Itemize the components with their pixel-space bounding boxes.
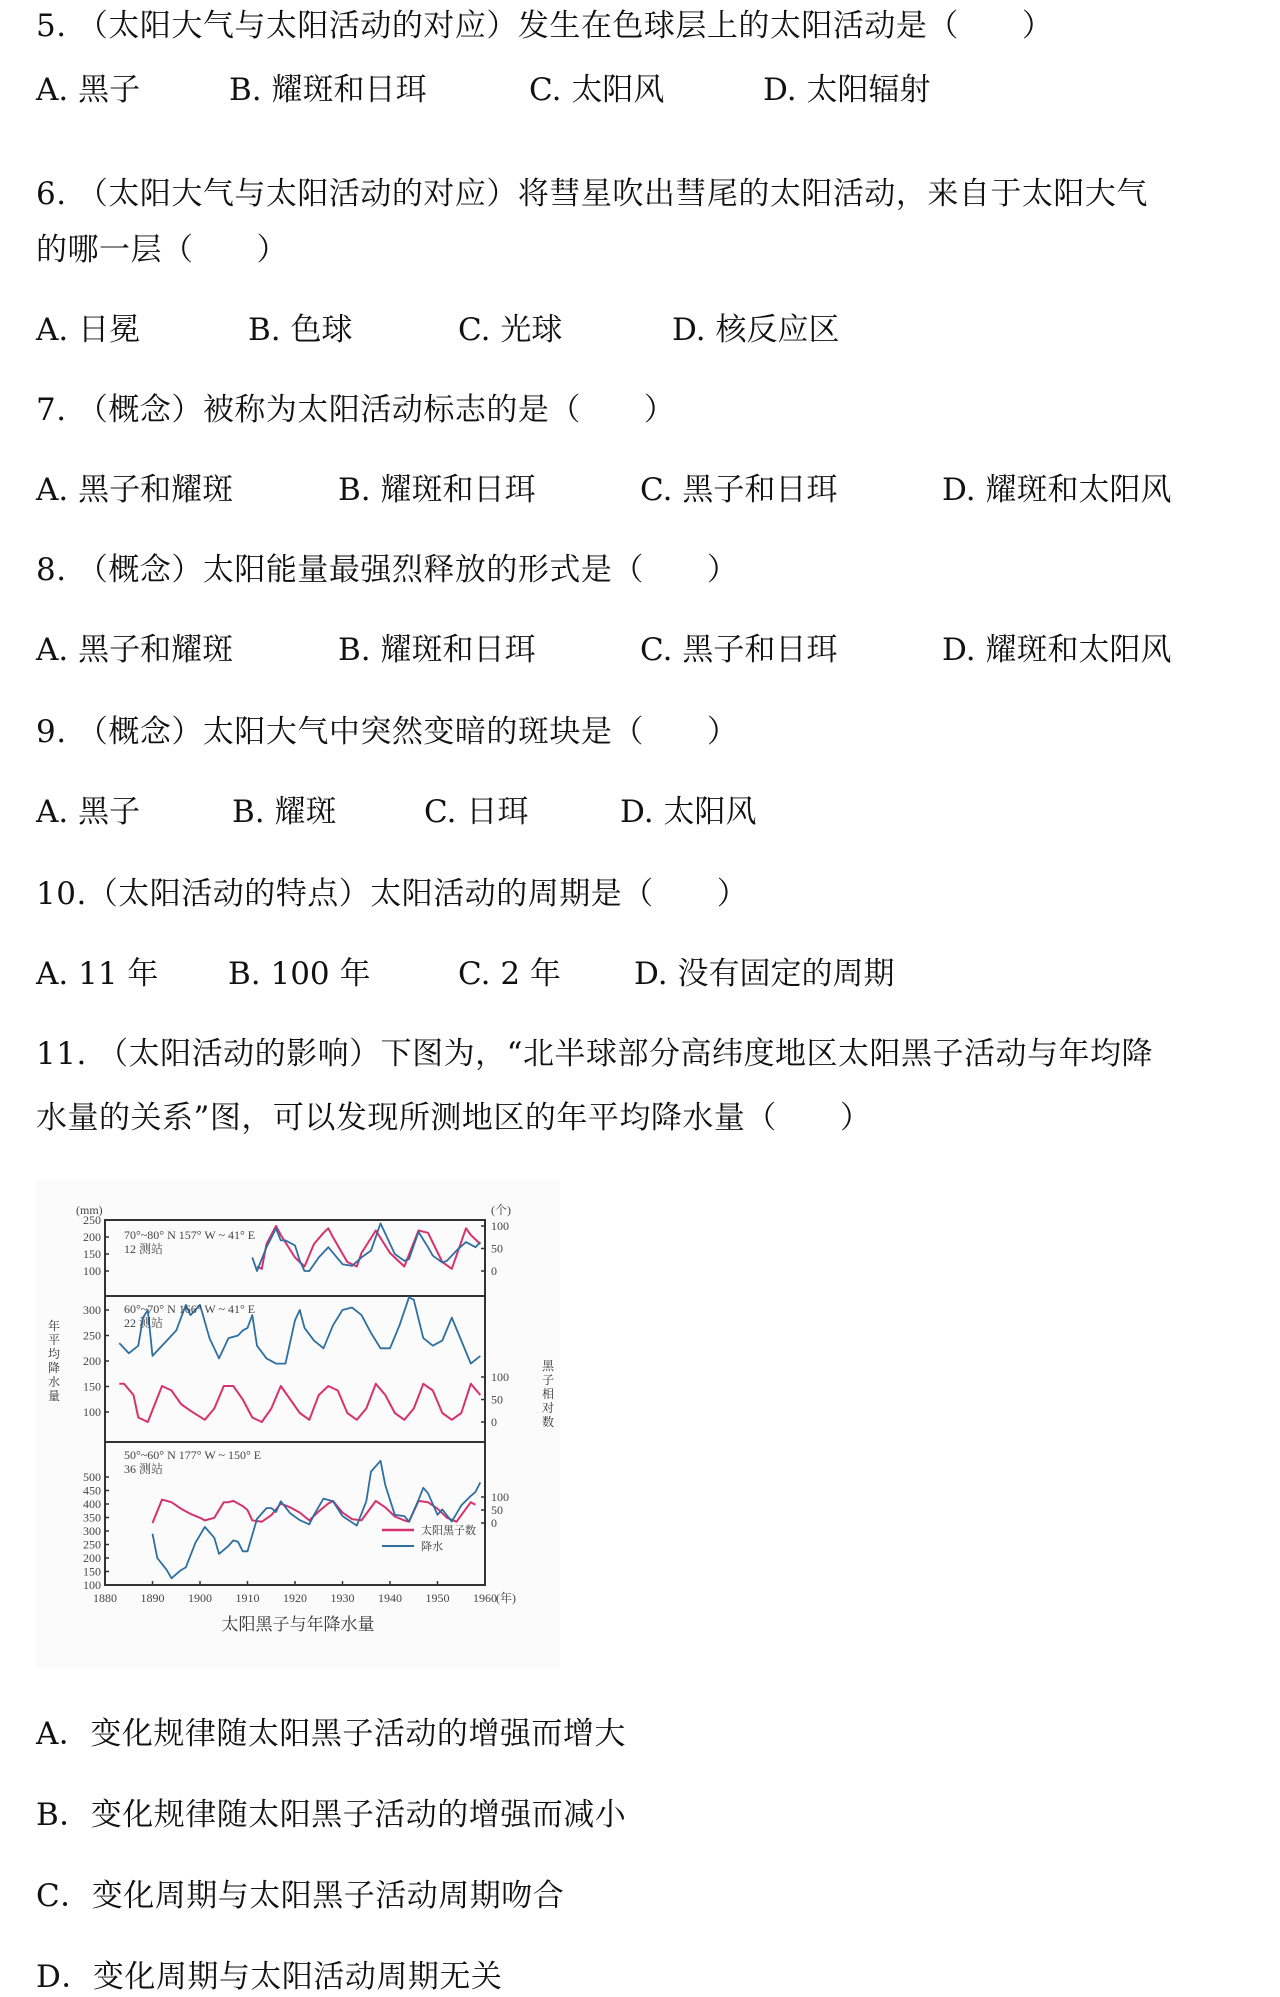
svg-text:100: 100 xyxy=(491,1490,509,1504)
panel-1-label: 70°~80° N 157° W ~ 41° E xyxy=(124,1228,256,1242)
svg-text:100: 100 xyxy=(491,1370,509,1384)
svg-text:450: 450 xyxy=(83,1483,101,1498)
panel-3-label: 50°~60° N 177° W ~ 150° E xyxy=(124,1448,262,1462)
option-b[interactable]: B. 耀斑和日珥 xyxy=(338,472,536,508)
question-7-stem: 7. （概念）被称为太阳活动标志的是（ ） xyxy=(36,392,676,428)
option-d[interactable]: D. 耀斑和太阳风 xyxy=(942,632,1172,668)
option-b[interactable]: B. 耀斑和日珥 xyxy=(338,632,536,668)
x-unit-label: (年) xyxy=(496,1591,516,1605)
svg-text:100: 100 xyxy=(83,1405,101,1419)
option-a[interactable]: A. 黑子和耀斑 xyxy=(36,472,234,508)
svg-text:150: 150 xyxy=(83,1247,101,1261)
panel-2-label: 60°~70° N 166° W ~ 41° E xyxy=(124,1302,256,1316)
option-d[interactable]: D. 太阳辐射 xyxy=(763,72,931,108)
svg-text:1940: 1940 xyxy=(378,1591,402,1605)
svg-text:100: 100 xyxy=(83,1578,101,1592)
svg-text:1930: 1930 xyxy=(330,1591,355,1605)
option-b[interactable]: B. 色球 xyxy=(248,312,353,348)
svg-text:50: 50 xyxy=(491,1392,503,1407)
svg-text:0: 0 xyxy=(491,1516,497,1530)
svg-text:1910: 1910 xyxy=(235,1591,260,1605)
question-11-option-d[interactable]: D．变化周期与太阳活动周期无关 xyxy=(36,1959,503,1995)
question-7-options xyxy=(36,470,1236,510)
option-c[interactable]: C. 日珥 xyxy=(424,794,529,830)
option-a[interactable]: A. 日冕 xyxy=(36,312,141,348)
svg-text:300: 300 xyxy=(83,1303,101,1317)
right-axis-title: 黑子相对数 xyxy=(542,1359,555,1429)
question-10-options xyxy=(36,954,1236,994)
svg-text:250: 250 xyxy=(83,1328,101,1343)
question-6-stem: 6. （太阳大气与太阳活动的对应）将彗星吹出彗尾的太阳活动，来自于太阳大气 xyxy=(36,176,1148,212)
question-11-stem-line2: 水量的关系”图，可以发现所测地区的年平均降水量（ ） xyxy=(36,1100,872,1136)
svg-text:200: 200 xyxy=(83,1354,101,1368)
svg-text:150: 150 xyxy=(83,1379,101,1394)
panel-1-stations: 12 测站 xyxy=(124,1242,164,1256)
svg-text:1950: 1950 xyxy=(425,1591,450,1605)
svg-text:50: 50 xyxy=(491,1241,503,1256)
question-8-stem: 8. （概念）太阳能量最强烈释放的形式是（ ） xyxy=(36,552,739,588)
svg-text:150: 150 xyxy=(83,1564,101,1579)
svg-text:250: 250 xyxy=(83,1213,101,1227)
option-a[interactable]: A. 黑子和耀斑 xyxy=(36,632,234,668)
left-unit-label: (mm) xyxy=(76,1203,103,1217)
question-5-options xyxy=(36,70,1236,110)
question-6-options xyxy=(36,310,1236,350)
svg-text:100: 100 xyxy=(491,1219,509,1233)
option-d[interactable]: D. 太阳风 xyxy=(620,794,757,830)
option-b[interactable]: B. 耀斑 xyxy=(232,794,337,830)
question-6-stem-line2: 的哪一层（ ） xyxy=(36,232,288,268)
svg-text:250: 250 xyxy=(83,1537,101,1552)
svg-text:0: 0 xyxy=(491,1415,497,1429)
panel-2-stations: 22 测站 xyxy=(124,1316,164,1330)
legend-precip-label: 降水 xyxy=(421,1540,443,1553)
question-9-options xyxy=(36,792,1236,832)
option-c[interactable]: C. 黑子和日珥 xyxy=(640,632,838,668)
svg-text:1920: 1920 xyxy=(283,1591,307,1605)
question-9-stem: 9. （概念）太阳大气中突然变暗的斑块是（ ） xyxy=(36,714,739,750)
svg-text:1880: 1880 xyxy=(93,1591,117,1605)
option-c[interactable]: C. 2 年 xyxy=(458,956,561,992)
svg-text:1900: 1900 xyxy=(188,1591,212,1605)
svg-text:100: 100 xyxy=(83,1264,101,1278)
legend-sunspot-label: 太阳黑子数 xyxy=(421,1524,476,1537)
right-unit-label: (个) xyxy=(491,1203,511,1217)
svg-text:200: 200 xyxy=(83,1230,101,1244)
svg-text:200: 200 xyxy=(83,1551,101,1565)
question-10-stem: 10.（太阳活动的特点）太阳活动的周期是（ ） xyxy=(36,876,749,912)
svg-text:50: 50 xyxy=(491,1503,503,1517)
option-c[interactable]: C. 光球 xyxy=(458,312,563,348)
question-8-options xyxy=(36,630,1236,670)
svg-text:1890: 1890 xyxy=(140,1591,165,1605)
option-a[interactable]: A. 11 年 xyxy=(36,956,159,992)
option-c[interactable]: C. 太阳风 xyxy=(529,72,665,108)
question-11-option-a[interactable]: A．变化规律随太阳黑子活动的增强而增大 xyxy=(36,1716,626,1752)
option-b[interactable]: B. 耀斑和日珥 xyxy=(229,72,427,108)
option-c[interactable]: C. 黑子和日珥 xyxy=(640,472,838,508)
option-a[interactable]: A. 黑子 xyxy=(36,72,141,108)
question-11-option-c[interactable]: C．变化周期与太阳黑子活动周期吻合 xyxy=(36,1878,565,1914)
svg-text:350: 350 xyxy=(83,1510,101,1525)
svg-text:0: 0 xyxy=(491,1264,497,1278)
chart xyxy=(36,1180,560,1668)
option-d[interactable]: D. 没有固定的周期 xyxy=(634,956,895,992)
figure-caption: 太阳黑子与年降水量 xyxy=(221,1615,375,1635)
sunspot-precipitation-figure xyxy=(36,1180,560,1668)
svg-text:1960: 1960 xyxy=(473,1591,497,1605)
question-11-stem: 11. （太阳活动的影响）下图为，“北半球部分高纬度地区太阳黑子活动与年均降 xyxy=(36,1036,1153,1072)
svg-text:500: 500 xyxy=(83,1470,101,1484)
option-b[interactable]: B. 100 年 xyxy=(228,956,371,992)
question-5-stem: 5. （太阳大气与太阳活动的对应）发生在色球层上的太阳活动是（ ） xyxy=(36,8,1054,44)
option-a[interactable]: A. 黑子 xyxy=(36,794,141,830)
svg-text:300: 300 xyxy=(83,1524,101,1538)
left-axis-title: 年平均降水量 xyxy=(48,1319,61,1403)
svg-text:400: 400 xyxy=(83,1497,101,1511)
option-d[interactable]: D. 耀斑和太阳风 xyxy=(942,472,1172,508)
option-d[interactable]: D. 核反应区 xyxy=(672,312,840,348)
panel-3-stations: 36 测站 xyxy=(124,1462,164,1476)
question-11-option-b[interactable]: B．变化规律随太阳黑子活动的增强而减小 xyxy=(36,1797,627,1833)
